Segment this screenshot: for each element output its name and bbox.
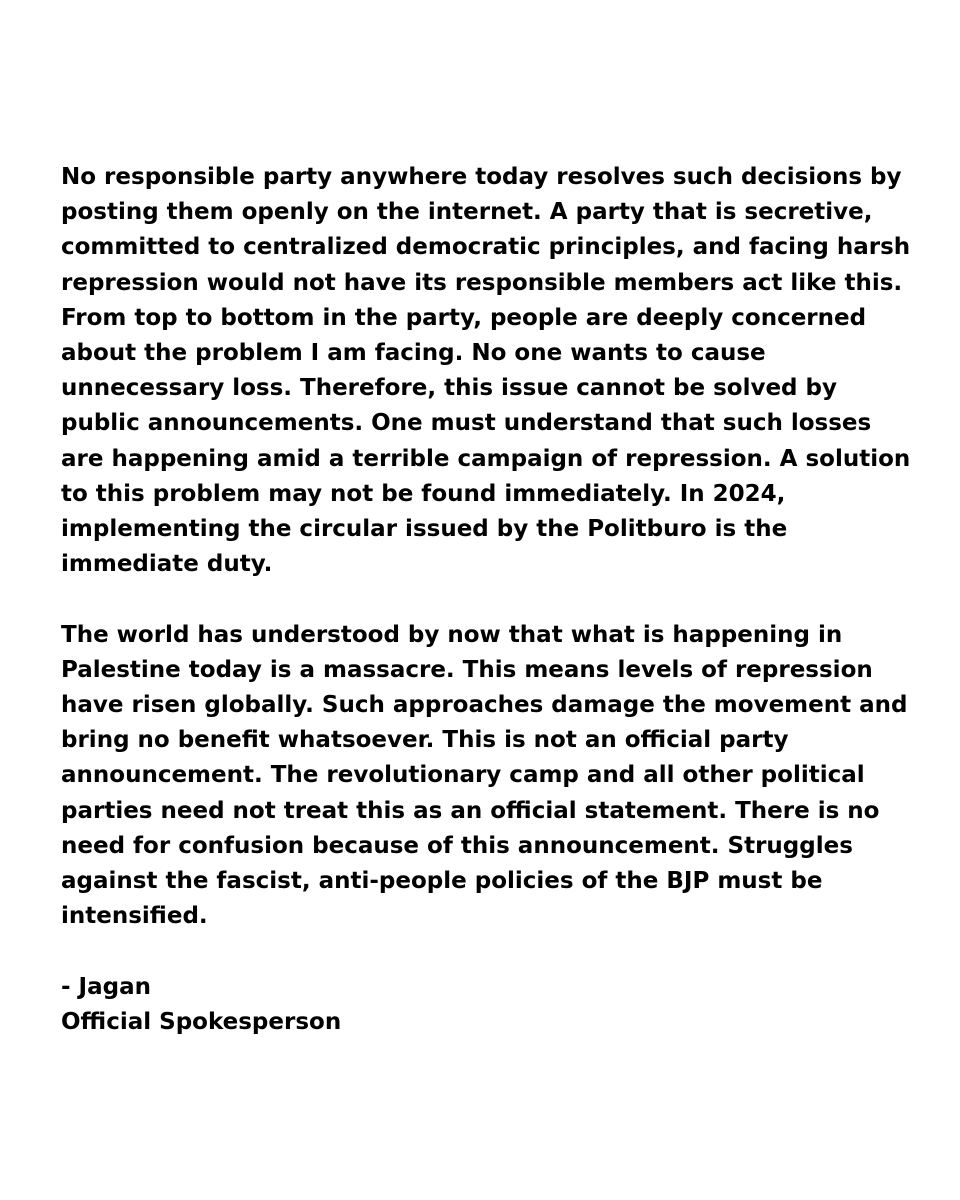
signature-block [61,970,921,1040]
statement-paragraph-1: No responsible party anywhere today resolves such decisions by posting them openly on the internet. A party that is secretive, committed to centralized democratic principles, and facing harsh repression would not have its responsible members act like this. From top to bottom in the party, people are deeply concerned about the problem I am facing. No one wants to cause unnecessary loss. Therefore, this issue cannot be solved by public announcements. One must understand that such losses are happening amid a terrible campaign of repression. A solution to this problem may not be found immediately. In 2024, implementing the circular issued by the Politburo is the immediate duty. [61,164,911,578]
signature-title: Official Spokesperson [61,1008,342,1035]
signature-name: - Jagan [61,973,151,1000]
statement-document [61,160,921,1040]
statement-paragraph-2: The world has understood by now that what is happening in Palestine today is a massacre. This means levels of repression have risen globally. Such approaches damage the movement and bring no benefit whatsoever. This is not an official party announcement. The revolutionary camp and all other political parties need not treat this as an official statement. There is no need for confusion because of this announcement. Struggles against the fascist, anti-people policies of the BJP must be intensified. [61,621,908,930]
